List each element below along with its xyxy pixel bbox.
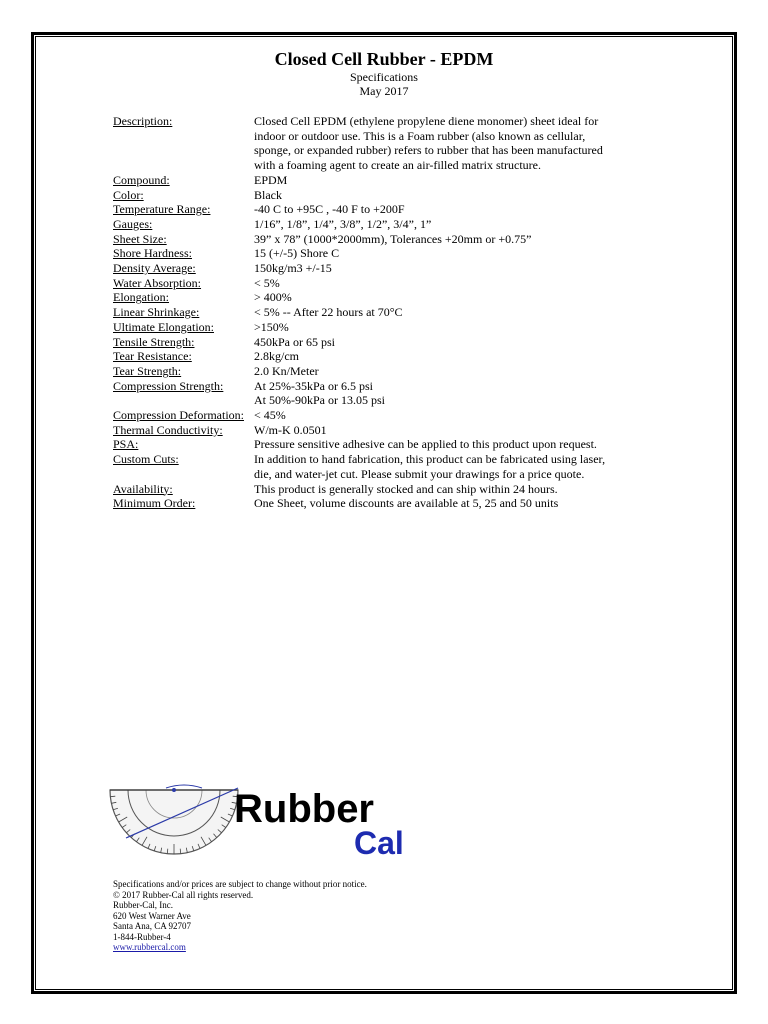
spec-value: [254, 320, 639, 335]
spec-label: Gauges:: [113, 216, 153, 231]
spec-value-line: 150kg/m3 +/-15: [254, 261, 332, 276]
document-header: [0, 48, 768, 98]
footer-phone: 1-844-Rubber-4: [113, 931, 171, 942]
spec-value: [254, 217, 639, 232]
spec-row: [113, 335, 639, 350]
spec-value: [254, 408, 639, 423]
spec-value: [254, 437, 639, 452]
spec-value: [254, 496, 639, 511]
spec-row: [113, 482, 639, 497]
spec-value-line: In addition to hand fabrication, this product can be fabricated using laser,: [254, 452, 606, 467]
spec-value-line: This product is generally stocked and can ship within 24 hours.: [254, 481, 558, 496]
spec-value-line: 39” x 78” (1000*2000mm), Tolerances +20mm or +0.75”: [254, 231, 532, 246]
spec-value: [254, 202, 639, 217]
spec-row: [113, 232, 639, 247]
protractor-icon: [110, 785, 238, 854]
spec-label: Temperature Range:: [113, 202, 211, 217]
footer: [113, 879, 367, 953]
spec-label: Tensile Strength:: [113, 334, 195, 349]
spec-label: Compound:: [113, 172, 170, 187]
spec-value: [254, 305, 639, 320]
spec-row: [113, 246, 639, 261]
spec-label: Compression Deformation:: [113, 408, 244, 423]
spec-row: [113, 349, 639, 364]
spec-label: Minimum Order:: [113, 496, 196, 511]
spec-value: [254, 188, 639, 203]
spec-value-line: 450kPa or 65 psi: [254, 334, 335, 349]
spec-table: [113, 114, 639, 511]
spec-label: PSA:: [113, 437, 139, 452]
spec-label: Custom Cuts:: [113, 452, 179, 467]
footer-company: Rubber-Cal, Inc.: [113, 900, 174, 910]
footer-address-line2: Santa Ana, CA 92707: [113, 921, 191, 931]
spec-value-line: die, and water-jet cut. Please submit your drawings for a price quote.: [254, 466, 585, 481]
spec-row: [113, 320, 639, 335]
spec-value-line: >150%: [254, 319, 289, 334]
spec-label: Description:: [113, 114, 173, 128]
spec-value-line: At 50%-90kPa or 13.05 psi: [254, 393, 385, 408]
spec-value: [254, 290, 639, 305]
spec-value-line: < 45%: [254, 408, 286, 423]
spec-row: [113, 276, 639, 291]
rubber-cal-logo: [106, 780, 426, 860]
spec-value: [254, 173, 639, 188]
spec-value-line: indoor or outdoor use. This is a Foam rubber (also known as cellular,: [254, 128, 586, 143]
spec-row: [113, 452, 639, 481]
spec-value: [254, 276, 639, 291]
spec-value-line: > 400%: [254, 290, 292, 305]
spec-value-line: Black: [254, 187, 282, 202]
spec-row: [113, 305, 639, 320]
spec-value: [254, 349, 639, 364]
spec-value: [254, 452, 639, 481]
logo-word-rubber: Rubber: [234, 787, 374, 831]
spec-label: Color:: [113, 187, 144, 202]
spec-value: [254, 482, 639, 497]
spec-label: Sheet Size:: [113, 231, 167, 246]
spec-label: Compression Strength:: [113, 378, 224, 393]
spec-value-line: < 5%: [254, 275, 280, 290]
spec-value: [254, 364, 639, 379]
spec-value: [254, 114, 639, 173]
spec-label: Density Average:: [113, 261, 196, 276]
spec-value-line: One Sheet, volume discounts are available at 5, 25 and 50 units: [254, 496, 559, 511]
spec-value: [254, 261, 639, 276]
spec-label: Tear Strength:: [113, 363, 182, 378]
spec-value-line: < 5% -- After 22 hours at 70°C: [254, 305, 403, 320]
spec-value: [254, 335, 639, 350]
footer-address-line1: 620 West Warner Ave: [113, 910, 191, 921]
spec-value-line: 15 (+/-5) Shore C: [254, 246, 340, 261]
spec-value-line: Closed Cell EPDM (ethylene propylene diene monomer) sheet ideal for: [254, 114, 599, 128]
spec-value-line: Pressure sensitive adhesive can be applied to this product upon request.: [254, 437, 597, 452]
spec-row: [113, 408, 639, 423]
logo-word-cal: Cal: [354, 825, 404, 860]
footer-copyright: © 2017 Rubber-Cal all rights reserved.: [113, 889, 254, 900]
spec-row: [113, 437, 639, 452]
spec-row: [113, 202, 639, 217]
spec-value-line: 2.0 Kn/Meter: [254, 363, 319, 378]
spec-value: [254, 232, 639, 247]
spec-row: [113, 173, 639, 188]
spec-value: [254, 379, 639, 408]
spec-value-line: At 25%-35kPa or 6.5 psi: [254, 378, 373, 393]
spec-label: Availability:: [113, 481, 173, 496]
spec-value: [254, 246, 639, 261]
spec-value-line: EPDM: [254, 172, 288, 187]
spec-label: Shore Hardness:: [113, 246, 192, 261]
spec-row: [113, 261, 639, 276]
spec-label: Ultimate Elongation:: [113, 319, 214, 334]
spec-value-line: 1/16”, 1/8”, 1/4”, 3/8”, 1/2”, 3/4”, 1”: [254, 216, 432, 231]
spec-row: [113, 423, 639, 438]
spec-row: [113, 217, 639, 232]
document-date: May 2017: [359, 84, 409, 98]
spec-row: [113, 379, 639, 408]
spec-label: Elongation:: [113, 290, 169, 305]
spec-value-line: sponge, or expanded rubber) refers to rubber that has been manufactured: [254, 143, 603, 158]
spec-row: [113, 364, 639, 379]
spec-label: Thermal Conductivity:: [113, 422, 223, 437]
spec-value-line: with a foaming agent to create an air-filled matrix structure.: [254, 158, 541, 173]
spec-label: Linear Shrinkage:: [113, 305, 200, 320]
document-subtitle: Specifications: [350, 70, 418, 84]
footer-notice: Specifications and/or prices are subject to change without prior notice.: [113, 879, 367, 889]
spec-value: [254, 423, 639, 438]
spec-row: [113, 114, 639, 173]
spec-value-line: -40 C to +95C , -40 F to +200F: [254, 202, 405, 217]
spec-value-line: W/m-K 0.0501: [254, 422, 327, 437]
document-title: Closed Cell Rubber - EPDM: [274, 49, 494, 69]
spec-row: [113, 188, 639, 203]
spec-value-line: 2.8kg/cm: [254, 349, 299, 364]
spec-label: Water Absorption:: [113, 275, 202, 290]
spec-row: [113, 496, 639, 511]
footer-website-link[interactable]: www.rubbercal.com: [113, 942, 186, 952]
spec-row: [113, 290, 639, 305]
spec-label: Tear Resistance:: [113, 349, 192, 364]
